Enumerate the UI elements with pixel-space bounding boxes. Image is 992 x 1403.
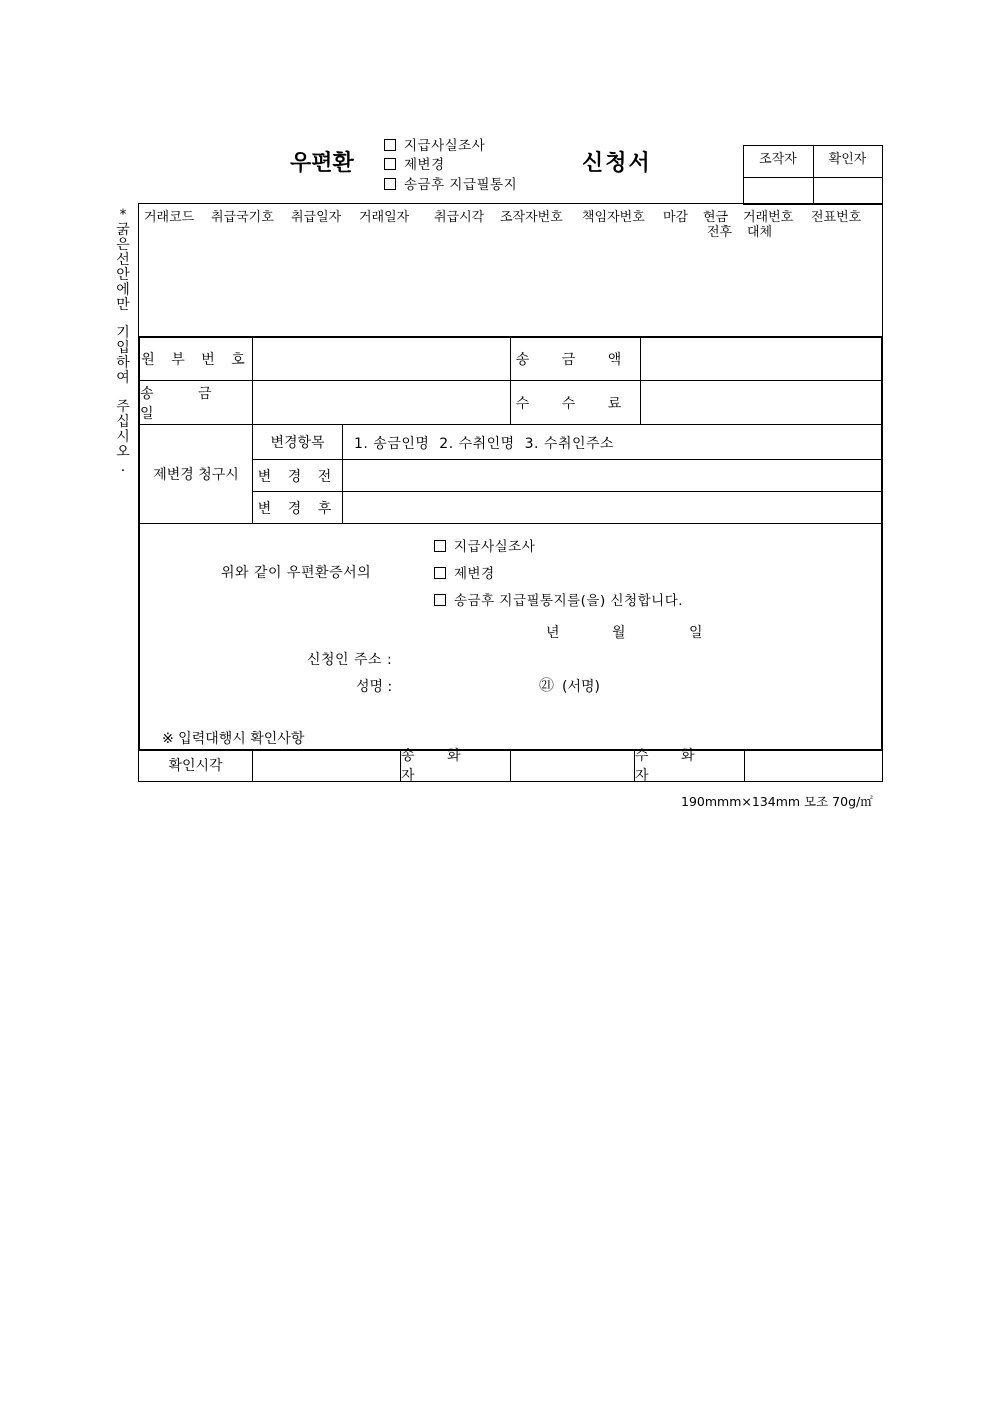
approval-checker-label: 확인자 — [828, 152, 867, 167]
amount-label: 송 금 액 — [515, 352, 636, 368]
record-header-handle-time: 취급시각 — [434, 210, 485, 225]
proxy-note: ※ 입력대행시 확인사항 — [162, 731, 305, 747]
record-header-closing: 마감 — [663, 210, 689, 225]
date-month: 월 — [612, 625, 626, 641]
title-option-notify[interactable]: 송금후 지급필통지 — [384, 173, 517, 193]
receiver-field[interactable] — [745, 749, 881, 781]
after-label: 변 경 후 — [257, 500, 338, 517]
confirm-time-label: 확인시각 — [168, 758, 223, 774]
record-header-slip-no: 전표번호 — [811, 210, 862, 225]
fee-label: 수 수 료 — [515, 395, 636, 412]
receiver-label: 수 화 자 — [635, 748, 709, 784]
record-header-office-code: 취급국기호 — [211, 210, 274, 225]
statement-option-change[interactable]: 제변경 — [434, 562, 495, 582]
record-header-manager-no: 책임자번호 — [582, 210, 645, 225]
form-title-right: 신청서 — [582, 151, 652, 176]
applicant-address-field[interactable] — [420, 646, 860, 666]
after-field[interactable] — [343, 492, 881, 523]
checkbox-icon[interactable] — [384, 178, 396, 190]
record-header-trade-date: 거래일자 — [359, 210, 410, 225]
before-field[interactable] — [343, 460, 881, 491]
side-note-3: 주 십 시 오 . — [116, 399, 130, 475]
title-option-change[interactable]: 제변경 — [384, 153, 445, 173]
ledger-no-label: 원 부 번 호 — [141, 352, 251, 368]
record-header-trade-code: 거래코드 — [144, 210, 195, 225]
checkbox-icon[interactable] — [434, 594, 446, 606]
date-year: 년 — [546, 625, 560, 641]
seal-icon: ㉑ — [539, 676, 555, 694]
record-header-operator-no: 조작자번호 — [500, 210, 563, 225]
statement-option-fact-check[interactable]: 지급사실조사 — [434, 535, 535, 555]
checkbox-icon[interactable] — [384, 139, 396, 151]
date-day: 일 — [689, 625, 703, 641]
amount-field[interactable] — [641, 338, 881, 380]
name-label: 성명 : — [356, 679, 393, 695]
fee-field[interactable] — [641, 381, 881, 424]
approval-operator-label: 조작자 — [759, 152, 797, 167]
approval-operator-stamp[interactable] — [744, 178, 812, 203]
record-subheader-transfer: 대체 — [747, 225, 773, 240]
signature-label: (서명) — [562, 679, 600, 695]
change-items-text: 1. 송금인명 2. 수취인명 3. 수취인주소 — [354, 436, 615, 452]
form-title-left: 우편환 — [290, 151, 354, 176]
side-note-2: 기 입 하 여 — [116, 325, 130, 386]
record-header-handle-date: 취급일자 — [291, 210, 342, 225]
send-date-field[interactable] — [253, 381, 510, 424]
applicant-address-label: 신청인 주소 : — [307, 652, 393, 668]
send-date-label: 송 금 일 — [140, 385, 232, 422]
side-note-1: * 굵 은 선 안 에 만 — [116, 207, 130, 313]
checkbox-icon[interactable] — [434, 540, 446, 552]
name-field[interactable] — [410, 673, 530, 693]
change-request-label: 제변경 청구시 — [153, 467, 239, 483]
sender-label: 송 화 자 — [401, 748, 475, 784]
before-label: 변 경 전 — [257, 468, 338, 485]
ledger-no-field[interactable] — [253, 338, 510, 380]
sender-field[interactable] — [511, 749, 634, 781]
checkbox-icon[interactable] — [434, 567, 446, 579]
title-option-fact-check[interactable]: 지급사실조사 — [384, 134, 485, 154]
record-header-trade-no: 거래번호 — [743, 210, 794, 225]
record-header-cash: 현금 — [703, 210, 729, 225]
statement-option-notify[interactable]: 송금후 지급필통지를(을) 신청합니다. — [434, 589, 683, 609]
approval-checker-stamp[interactable] — [814, 178, 881, 203]
record-subheader-before-after: 전후 — [707, 225, 733, 240]
confirm-time-field[interactable] — [253, 749, 400, 781]
change-item-label: 변경항목 — [270, 435, 325, 451]
paper-spec: 190mmm×134mm 모조 70g/㎡ — [681, 794, 873, 809]
checkbox-icon[interactable] — [384, 158, 396, 170]
statement-lead: 위와 같이 우편환증서의 — [221, 565, 372, 581]
